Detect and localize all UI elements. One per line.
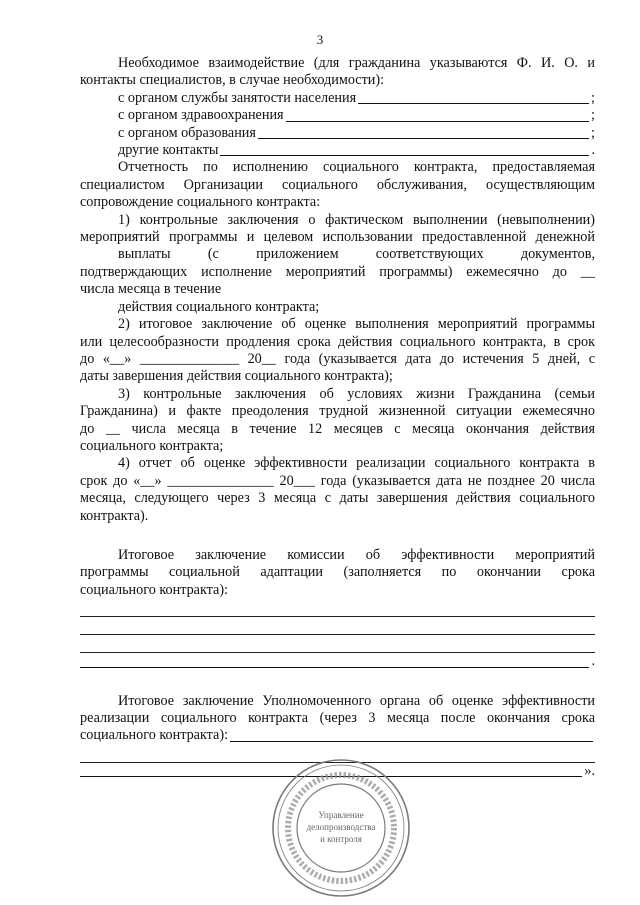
health-blank[interactable]: [286, 108, 589, 122]
reporting-line-1: Отчетность по исполнению социального контракта, предоставляемая: [118, 159, 595, 176]
item-1-line-2: мероприятий программы и целевом использовании предоставленной денежной: [80, 229, 595, 246]
semicolon-2: ;: [591, 107, 595, 124]
education-label: с органом образования: [118, 124, 256, 141]
reporting-line-3: сопровождение социального контракта:: [80, 194, 321, 211]
other-blank[interactable]: [220, 142, 589, 156]
commission-line-2: программы социальной адаптации (заполняется по окончании срока: [80, 564, 595, 581]
authority-line-1: Итоговое заключение Уполномоченного органа об оценке эффективности: [118, 692, 595, 709]
health-label: с органом здравоохранения: [118, 107, 284, 124]
item-2-line-3: до «__» ______________ 20__ года (указывается дата до истечения 5 дней, с: [80, 350, 595, 367]
item-4-line-3: месяца, следующего через 3 месяца с даты завершения действия социального: [80, 490, 595, 507]
item-4-line-1: 4) отчет об оценке эффективности реализации социального контракта в: [118, 455, 595, 472]
employment-label: с органом службы занятости населения: [118, 89, 357, 106]
reporting-section: [80, 159, 595, 525]
other-label: другие контакты: [118, 142, 219, 159]
stamp-text-line-2: делопроизводства: [306, 822, 376, 832]
other-contact-row: [80, 142, 595, 159]
item-3-line-3: до __ числа месяца в течение 12 месяцев с месяца окончания действия: [80, 420, 595, 437]
commission-blank-line-1[interactable]: [80, 599, 595, 617]
page-number: 3: [316, 32, 324, 47]
commission-period: .: [591, 653, 595, 670]
employment-contact-row: [80, 90, 595, 107]
commission-section: [80, 547, 595, 671]
stamp-text-line-3: и контроля: [320, 834, 362, 844]
commission-blank-line-4[interactable]: [80, 654, 589, 668]
item-1-line-3: выплаты (с приложением соответствующих документов,: [118, 246, 595, 263]
item-3-line-4: социального контракта;: [80, 437, 224, 454]
authority-line-3-row: [80, 727, 595, 744]
document-body: [80, 55, 595, 780]
commission-line-3: социального контракта):: [80, 581, 229, 598]
official-stamp: [270, 757, 412, 899]
item-1-line-6: действия социального контракта;: [118, 298, 320, 315]
authority-line-2: реализации социального контракта (через 3 месяца после окончания срока: [80, 710, 595, 726]
interaction-intro-line-2: контакты специалистов, в случае необходимости):: [80, 72, 385, 89]
item-1-line-5: числа месяца в течение: [80, 281, 222, 298]
item-2-line-4: даты завершения действия социального контракта);: [80, 368, 393, 385]
item-1-line-4: подтверждающих исполнение мероприятий программы) ежемесячно до __: [80, 263, 595, 280]
item-3-line-1: 3) контрольные заключения об условиях жизни Гражданина (семьи: [118, 385, 595, 402]
authority-closing: ».: [584, 762, 595, 779]
commission-blank-line-2[interactable]: [80, 617, 595, 635]
period-1: .: [591, 142, 595, 159]
stamp-text-line-1: Управление: [318, 810, 364, 820]
commission-line-1: Итоговое заключение комиссии об эффективности мероприятий: [118, 546, 595, 563]
commission-blank-line-3[interactable]: [80, 635, 595, 653]
health-contact-row: [80, 107, 595, 124]
item-3-line-2: Гражданина) и факте преодоления трудной жизненной ситуации ежемесячно: [80, 403, 595, 420]
authority-line-3: социального контракта):: [80, 727, 229, 744]
education-blank[interactable]: [258, 125, 589, 139]
commission-last-row: [80, 653, 595, 670]
item-4-line-2: срок до «__» _______________ 20___ года (указывается дата не позднее 20 числа: [80, 472, 595, 489]
item-4-line-4: контракта).: [80, 507, 149, 524]
reporting-line-2: специалистом Организации социального обслуживания, осуществляющим: [80, 176, 595, 193]
interaction-section: [80, 55, 595, 159]
item-1-line-1: 1) контрольные заключения о фактическом выполнении (невыполнении): [118, 211, 595, 228]
education-contact-row: [80, 125, 595, 142]
authority-blank-1[interactable]: [230, 728, 593, 742]
semicolon-3: ;: [591, 124, 595, 141]
employment-blank[interactable]: [358, 90, 589, 104]
semicolon-1: ;: [591, 89, 595, 106]
interaction-intro-line-1: Необходимое взаимодействие (для гражданина указываются Ф. И. О. и: [118, 55, 595, 71]
item-2-line-1: 2) итоговое заключение об оценке выполнения мероприятий программы: [118, 316, 595, 333]
item-2-line-2: или целесообразности продления срока действия социального контракта, в срок: [80, 333, 595, 350]
